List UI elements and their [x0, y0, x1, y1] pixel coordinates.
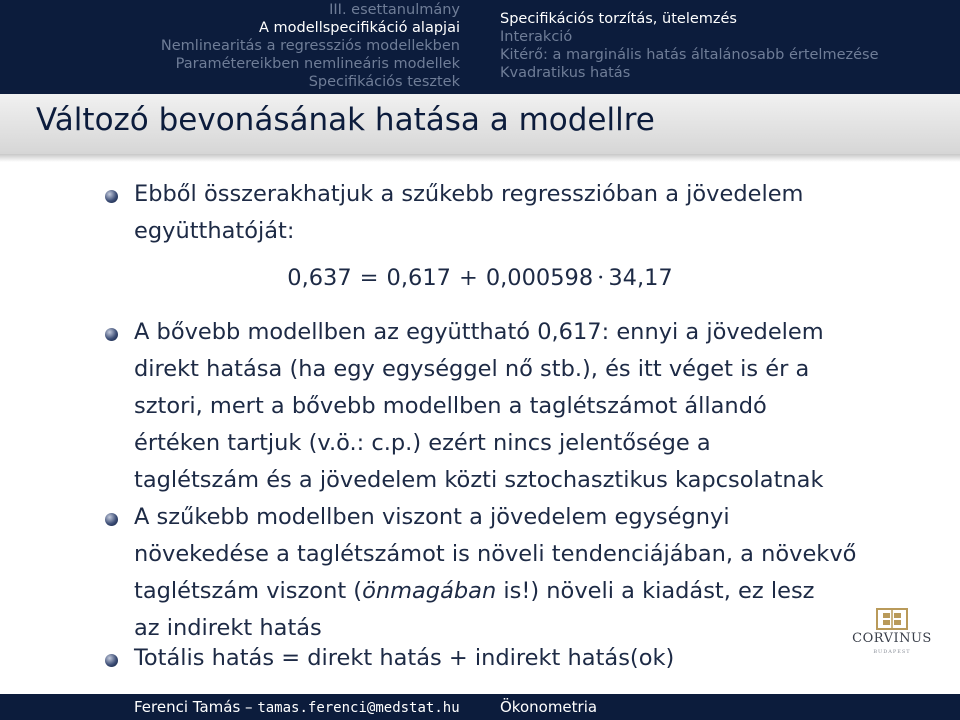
title-bar-shadow [0, 154, 960, 162]
equals-sign: = [359, 265, 379, 291]
text-line: Ebből összerakhatjuk a szűkebb regresszióban a jövedelem [134, 181, 804, 207]
text-line: A bővebb modellben az együttható 0,617: ennyi a jövedelem [134, 319, 824, 345]
nav-subsection-interaction[interactable]: Interakció [500, 29, 573, 45]
equation-term-c: 34,17 [608, 265, 673, 291]
emphasized-text: önmagában [362, 578, 497, 604]
text-line: direkt hatása (ha egy egységgel nő stb.), és itt véget is ér a [134, 356, 810, 382]
bullet-icon [105, 190, 118, 203]
bullet-icon [105, 328, 118, 341]
text-line: értéken tartjuk (v.ö.: c.p.) ezért nincs jelentősége a [134, 430, 711, 456]
equation [0, 265, 960, 291]
text-line: taglétszám és a jövedelem közti sztochasztikus kapcsolatnak [134, 467, 824, 493]
author-name: Ferenci Tamás – [134, 698, 258, 716]
nav-section-nonlinearity[interactable]: Nemlinearitás a regressziós modellekben [160, 38, 460, 54]
text-line [134, 573, 924, 610]
corvinus-logo [846, 606, 938, 662]
text-line: az indirekt hatás [134, 615, 322, 641]
text-line: sztori, mert a bővebb modellben a taglétszámot állandó [134, 393, 767, 419]
nav-subsection-specification-bias[interactable]: Specifikációs torzítás, ütelemzés [500, 11, 737, 27]
footer-bar [0, 694, 960, 720]
equation-lhs: 0,637 [287, 265, 352, 291]
nav-section-nonlinear-models[interactable]: Paramétereikben nemlineáris modellek [175, 56, 460, 72]
bullet-3-text [134, 499, 924, 647]
author-email: tamas.ferenci@medstat.hu [257, 700, 460, 716]
text-segment: is!) növeli a kiadást, ez lesz [496, 578, 815, 604]
nav-section-specification-tests[interactable]: Specifikációs tesztek [308, 74, 460, 90]
nav-subsection-quadratic-effect[interactable]: Kvadratikus hatás [500, 65, 631, 81]
footer-course-title: Ökonometria [500, 698, 598, 716]
text-line: A szűkebb modellben viszont a jövedelem egységnyi [134, 504, 730, 530]
bullet-4-text: Totális hatás = direkt hatás + indirekt hatás(ok) [134, 645, 675, 671]
text-line: együtthatóját: [134, 218, 295, 244]
logo-subtitle: BUDAPEST [873, 649, 911, 655]
frame-title: Változó bevonásának hatása a modellre [36, 102, 655, 138]
bullet-icon [105, 513, 118, 526]
multiplication-dot: · [597, 265, 605, 291]
bullet-1-text [134, 176, 924, 250]
logo-wordmark: CORVINUS [852, 631, 932, 646]
text-line: növekedése a taglétszámot is növeli tendenciájában, a növekvő [134, 541, 857, 567]
bullet-icon [105, 654, 118, 667]
plus-sign: + [458, 265, 478, 291]
nav-section-case-study[interactable]: III. esettanulmány [329, 2, 460, 18]
corvinus-crest-icon [846, 606, 938, 632]
footer-author [134, 698, 460, 716]
equation-term-b: 0,000598 [485, 265, 594, 291]
text-segment: taglétszám viszont ( [134, 578, 363, 604]
top-navigation-bar [0, 0, 960, 94]
nav-subsection-marginal-effect[interactable]: Kitérő: a marginális hatás általánosabb értelmezése [500, 47, 879, 63]
equation-term-a: 0,617 [386, 265, 451, 291]
nav-section-model-specification[interactable]: A modellspecifikáció alapjai [259, 20, 460, 36]
bullet-2-text [134, 314, 924, 499]
